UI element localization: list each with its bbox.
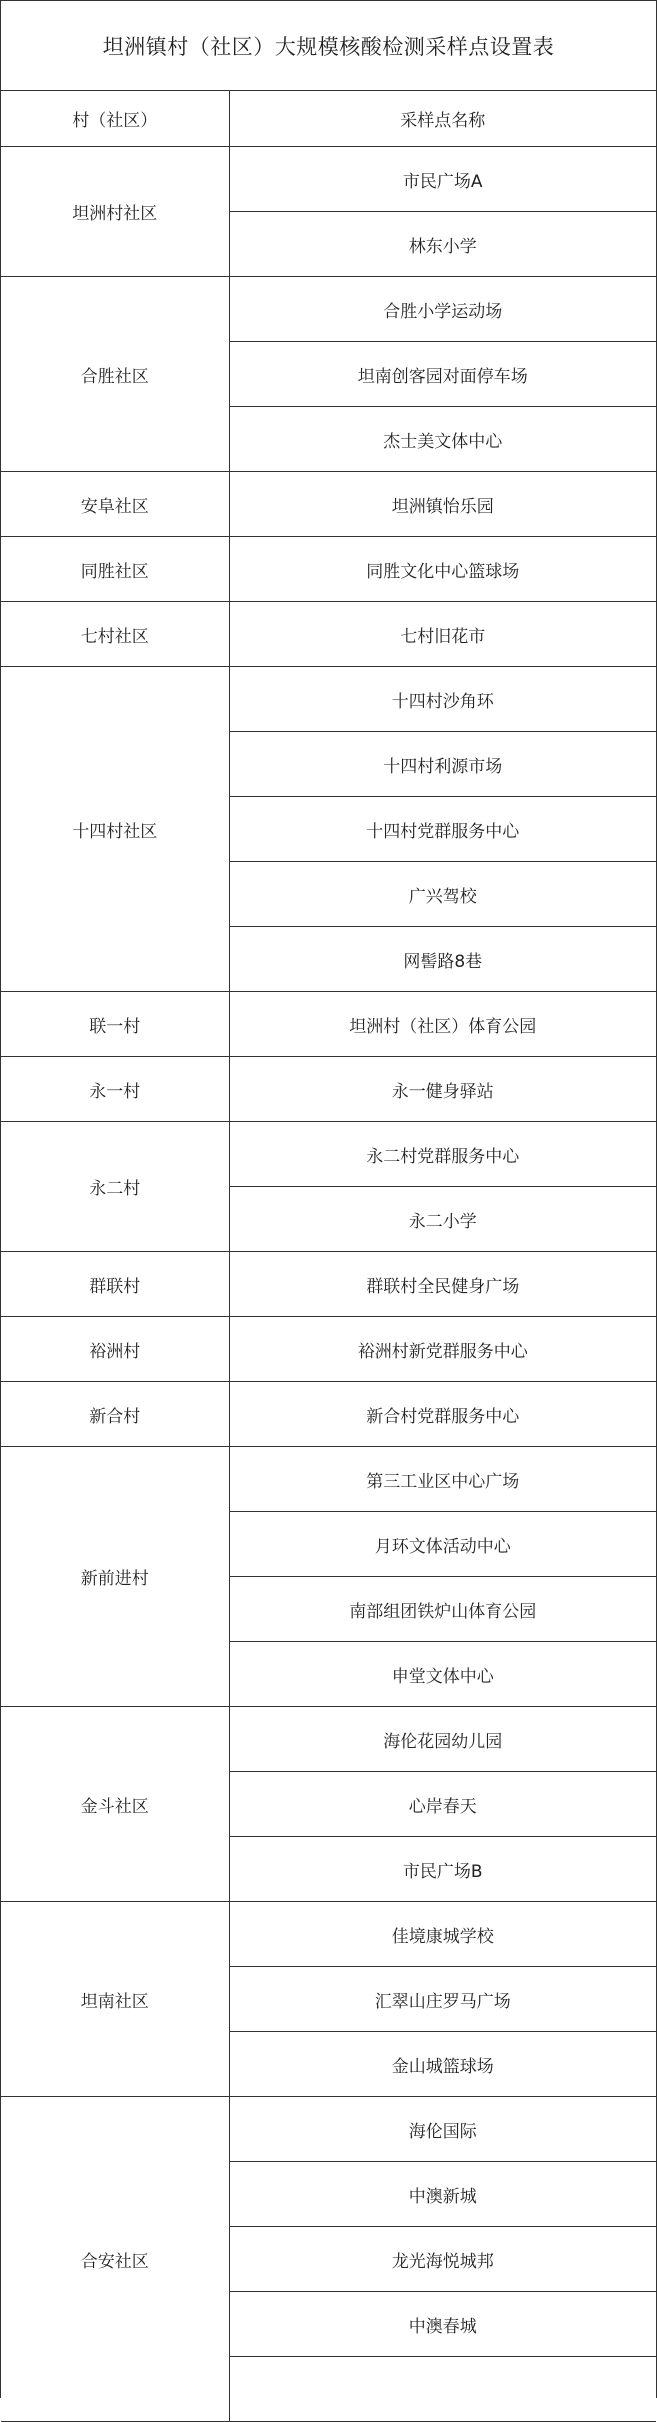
site-cell: 广兴驾校 <box>229 862 656 927</box>
village-cell: 合胜社区 <box>1 277 229 472</box>
site-cell: 市民广场B <box>229 1837 656 1902</box>
table-title: 坦洲镇村（社区）大规模核酸检测采样点设置表 <box>1 0 656 91</box>
site-cell: 裕洲村新党群服务中心 <box>229 1317 656 1382</box>
village-cell: 新前进村 <box>1 1447 229 1707</box>
site-cell: 海伦国际 <box>229 2097 656 2162</box>
table-row <box>1 1902 656 1967</box>
header-row <box>1 91 656 147</box>
site-cell: 中澳新城 <box>229 2162 656 2227</box>
village-cell: 永二村 <box>1 1122 229 1252</box>
table-row <box>1 992 656 1057</box>
table-row <box>1 147 656 212</box>
village-cell: 裕洲村 <box>1 1317 229 1382</box>
table-row <box>1 1317 656 1382</box>
village-column-header: 村（社区） <box>1 91 229 147</box>
village-cell: 十四村社区 <box>1 667 229 992</box>
table-row <box>1 667 656 732</box>
site-cell: 坦洲村（社区）体育公园 <box>229 992 656 1057</box>
site-cell: 汇翠山庄罗马广场 <box>229 1967 656 2032</box>
site-cell: 佳境康城学校 <box>229 1902 656 1967</box>
village-cell: 新合村 <box>1 1382 229 1447</box>
site-cell: 坦洲镇怡乐园 <box>229 472 656 537</box>
village-cell: 同胜社区 <box>1 537 229 602</box>
site-cell: 海伦花园幼儿园 <box>229 1707 656 1772</box>
site-cell: 第三工业区中心广场 <box>229 1447 656 1512</box>
site-cell: 坦南创客园对面停车场 <box>229 342 656 407</box>
village-cell: 联一村 <box>1 992 229 1057</box>
village-cell: 安阜社区 <box>1 472 229 537</box>
table-row <box>1 277 656 342</box>
site-cell <box>229 2357 656 2422</box>
table-row <box>1 602 656 667</box>
site-cell: 南部组团铁炉山体育公园 <box>229 1577 656 1642</box>
village-cell: 群联村 <box>1 1252 229 1317</box>
table-row <box>1 472 656 537</box>
village-cell: 金斗社区 <box>1 1707 229 1902</box>
site-cell: 群联村全民健身广场 <box>229 1252 656 1317</box>
site-cell: 合胜小学运动场 <box>229 277 656 342</box>
site-cell: 网髻路8巷 <box>229 927 656 992</box>
site-cell: 杰士美文体中心 <box>229 407 656 472</box>
table-row <box>1 1252 656 1317</box>
site-cell: 永一健身驿站 <box>229 1057 656 1122</box>
site-cell: 新合村党群服务中心 <box>229 1382 656 1447</box>
village-cell: 坦洲村社区 <box>1 147 229 277</box>
village-cell: 合安社区 <box>1 2097 229 2422</box>
sampling-site-table <box>1 90 656 2422</box>
site-cell: 七村旧花市 <box>229 602 656 667</box>
site-cell: 月环文体活动中心 <box>229 1512 656 1577</box>
site-cell: 林东小学 <box>229 212 656 277</box>
site-cell: 申堂文体中心 <box>229 1642 656 1707</box>
site-cell: 市民广场A <box>229 147 656 212</box>
table-row <box>1 2097 656 2162</box>
site-cell: 心岸春天 <box>229 1772 656 1837</box>
site-cell: 金山城篮球场 <box>229 2032 656 2097</box>
site-cell: 永二村党群服务中心 <box>229 1122 656 1187</box>
site-cell: 十四村利源市场 <box>229 732 656 797</box>
site-cell: 中澳春城 <box>229 2292 656 2357</box>
village-cell: 永一村 <box>1 1057 229 1122</box>
table-row <box>1 1447 656 1512</box>
site-column-header: 采样点名称 <box>229 91 656 147</box>
table-row <box>1 1057 656 1122</box>
site-cell: 十四村沙角环 <box>229 667 656 732</box>
site-cell: 同胜文化中心篮球场 <box>229 537 656 602</box>
site-cell: 永二小学 <box>229 1187 656 1252</box>
village-cell: 坦南社区 <box>1 1902 229 2097</box>
site-cell: 十四村党群服务中心 <box>229 797 656 862</box>
table-row <box>1 1382 656 1447</box>
table-row <box>1 537 656 602</box>
village-cell: 七村社区 <box>1 602 229 667</box>
table-row <box>1 1122 656 1187</box>
table-row <box>1 1707 656 1772</box>
site-cell: 龙光海悦城邦 <box>229 2227 656 2292</box>
